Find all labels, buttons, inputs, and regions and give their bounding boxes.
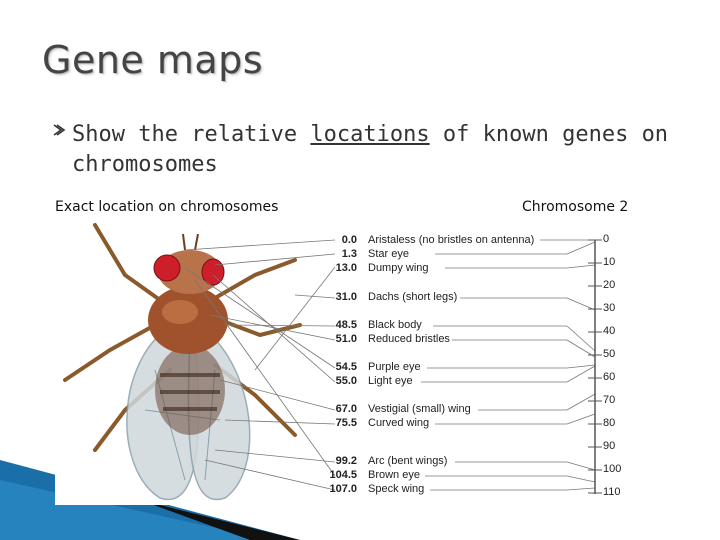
gene-name: Arc (bent wings) <box>368 455 448 467</box>
bullet-text <box>52 120 672 180</box>
scale-tick-label: 100 <box>603 463 622 475</box>
scale-tick-label: 50 <box>603 348 616 360</box>
bullet-text-before: Show the relative <box>72 122 311 147</box>
gene-position: 1.3 <box>341 248 357 260</box>
gene-position: 13.0 <box>335 262 357 274</box>
gene-name: Reduced bristles <box>368 333 450 345</box>
gene-name: Speck wing <box>368 483 425 495</box>
label-exact-location: Exact location on chromosomes <box>55 199 279 215</box>
gene-name: Black body <box>368 319 422 331</box>
gene-position: 51.0 <box>335 333 357 345</box>
gene-name: Purple eye <box>368 361 421 373</box>
gene-name: Brown eye <box>368 469 420 481</box>
gene-name: Vestigial (small) wing <box>368 403 471 415</box>
gene-name: Curved wing <box>368 417 430 429</box>
label-chromosome-2: Chromosome 2 <box>522 199 629 215</box>
scale-tick-label: 60 <box>603 371 616 383</box>
gene-name: Dachs (short legs) <box>368 291 458 303</box>
scale-tick-label: 10 <box>603 256 616 268</box>
scale-tick-label: 30 <box>603 302 616 314</box>
gene-position: 0.0 <box>341 234 357 246</box>
gene-position: 31.0 <box>335 291 357 303</box>
gene-name: Aristaless (no bristles on antenna) <box>368 234 535 246</box>
scale-tick-label: 40 <box>603 325 616 337</box>
gene-position: 99.2 <box>335 455 357 467</box>
gene-name: Dumpy wing <box>368 262 429 274</box>
gene-map-figure <box>55 220 635 505</box>
slide-title: Gene maps <box>42 38 264 82</box>
scale-tick-label: 80 <box>603 417 616 429</box>
gene-position: 67.0 <box>335 403 357 415</box>
scale-tick-label: 0 <box>603 233 610 245</box>
gene-position: 48.5 <box>335 319 357 331</box>
gene-position: 54.5 <box>335 361 357 373</box>
bullet-item <box>52 120 672 180</box>
gene-name: Star eye <box>368 248 409 260</box>
scale-tick-label: 90 <box>603 440 616 452</box>
scale-tick-label: 20 <box>603 279 616 291</box>
gene-name: Light eye <box>368 375 413 387</box>
fly-left-eye <box>154 255 180 281</box>
bullet-arrow-icon <box>52 123 66 137</box>
bullet-text-after: of known genes on chromosomes <box>72 122 669 177</box>
scale-tick-label: 70 <box>603 394 616 406</box>
bullet-text-underlined: locations <box>310 122 430 147</box>
gene-position: 55.0 <box>335 375 357 387</box>
gene-position: 104.5 <box>329 469 357 481</box>
scale-tick-label: 110 <box>603 486 621 498</box>
gene-position: 107.0 <box>329 483 357 495</box>
gene-position: 75.5 <box>335 417 357 429</box>
